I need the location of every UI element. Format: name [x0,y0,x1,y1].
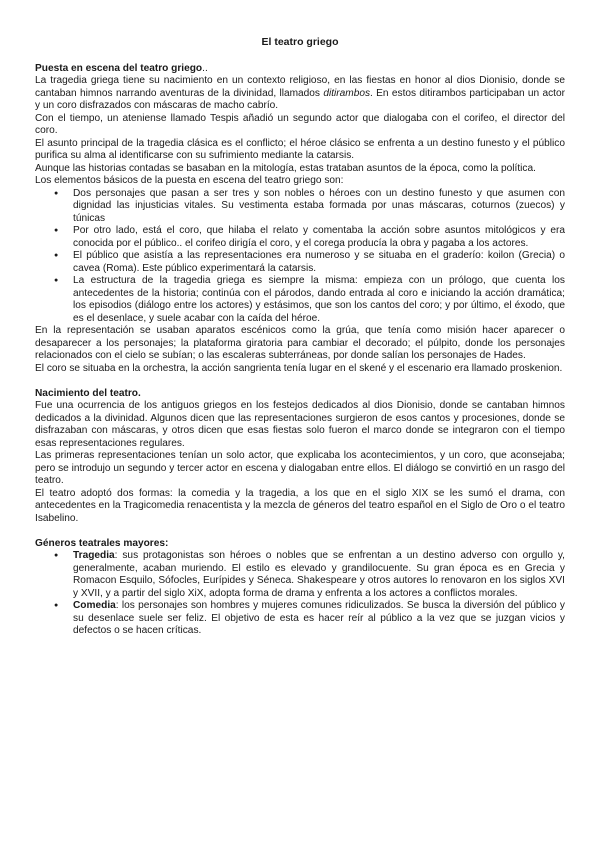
section-heading-generos: Géneros teatrales mayores: [35,537,169,549]
list-item: ● El público que asistía a las representaciones era numeroso y se situaba en el graderío: koilon (Grecia) o cavea (Roma). Este público experimentará la catarsis. [35,250,565,275]
paragraph: Las primeras representaciones tenían un solo actor, que explicaba los acontecimientos, y un coro, que aconsejaba; pero se introdujo un segundo y tercer actor en escena y dialogaban entre ellos. El diálogo se convirtió en un rasgo del teatro. [35,450,565,486]
paragraph: Aunque las historias contadas se basaban en la mitología, estas trataban asuntos de la época, como la política. [35,162,536,174]
paragraph: El coro se situaba en la orchestra, la acción sangrienta tenía lugar en el skené y el escenario era llamado proskenion. [35,362,563,374]
list-item: ● La estructura de la tragedia griega es siempre la misma: empieza con un prólogo, que cuenta los antecedentes de la historia; continúa con el párodos, dando entrada al coro e iniciando la acción dramática; los episodios (diálogo entre los actores) y estásimos, que son los cantos del coro; y por último, el éxodo, que es el desenlace, y suele acabar con la caída del héroe. [35,275,565,325]
paragraph: El asunto principal de la tragedia clásica es el conflicto; el héroe clásico se enfrenta a un destino funesto y el público purifica su alma al identificarse con su sufrimiento mediante la catarsis. [35,137,565,161]
document-title: El teatro griego [261,36,339,48]
list-item: ● Por otro lado, está el coro, que hilaba el relato y comentaba la acción sobre asuntos mitológicos y era conocida por el público.. el corifeo dirigía el coro, y el corega producía la obra y pagaba a los actores. [35,225,565,250]
genres-list [35,550,565,638]
paragraph: Los elementos básicos de la puesta en escena del teatro griego son: [35,175,344,186]
spacer [35,375,565,388]
document-page [35,36,565,638]
section-heading-puesta-en-escena: Puesta en escena del teatro griego.. [35,62,208,74]
paragraph: En la representación se usaban aparatos escénicos como la grúa, que tenía como misión hacer aparecer o desaparecer a los personajes; la plataforma giratoria para cambiar el decorado; el púlpito, donde los personajes relacionados con el cielo se subían; o las escaleras subterráneas, por donde salían los personajes de Hades. [35,325,565,361]
paragraph: El teatro adoptó dos formas: la comedia y la tragedia, a los que en el siglo XIX se les sumó el drama, con antecedentes en la Tragicomedia renacentista y la mezcla de géneros del teatro español en el Siglo de Oro o el teatro Isabelino. [35,487,565,524]
list-item-comedia: ● Comedia: los personajes son hombres y mujeres comunes ridiculizados. Se busca la diversión del público y su desenlace suele ser feliz. El objetivo de esta es hacer reír al público a la vez que se juzgan vicios y defectos o se hacen críticas. [35,600,565,638]
elements-list [35,188,565,326]
paragraph: Con el tiempo, un ateniense llamado Tespis añadió un segundo actor que dialogaba con el corifeo, el director del coro. [35,112,565,136]
paragraph: La tragedia griega tiene su nacimiento en un contexto religioso, en las fiestas en honor al dios Dionisio, donde se cantaban himnos narrando aventuras de la divinidad, llamados ditirambos. En estos ditirambos participaban un actor y un coro disfrazados con máscaras de macho cabrío. [35,75,565,111]
list-item-tragedia: ● Tragedia: sus protagonistas son héroes o nobles que se enfrentan a un destino adverso con orgullo y, generalmente, acaban muriendo. El estilo es elevado y grandilocuente. Su gran época es en Grecia y Romacon Esquilo, Sófocles, Eurípides y Séneca. Shakespeare y otros autores lo renovaron en los siglos XVI y XVII, y a partir del siglo XiX, adopta forma de drama y enfrenta a los actores a conflictos morales. [35,550,565,600]
list-item: ● Dos personajes que pasan a ser tres y son nobles o héroes con un destino funesto y que asumen con dignidad las injusticias vitales. Su vestimenta estaba formada por unas máscaras, coturnos (zuecos) y túnicas [35,188,565,226]
section-heading-nacimiento: Nacimiento del teatro. [35,387,141,399]
spacer [35,525,565,538]
paragraph: Fue una ocurrencia de los antiguos griegos en los festejos dedicados al dios Dionisio, donde se cantaban himnos dedicados a la divinidad. Algunos dicen que las representaciones surgieron de esos cantos y procesiones, donde se disfrazaban con máscaras, y otros dicen que esas fiestas solo fueron el marco donde se integraron con el tiempo esas representaciones regulares. [35,400,565,449]
